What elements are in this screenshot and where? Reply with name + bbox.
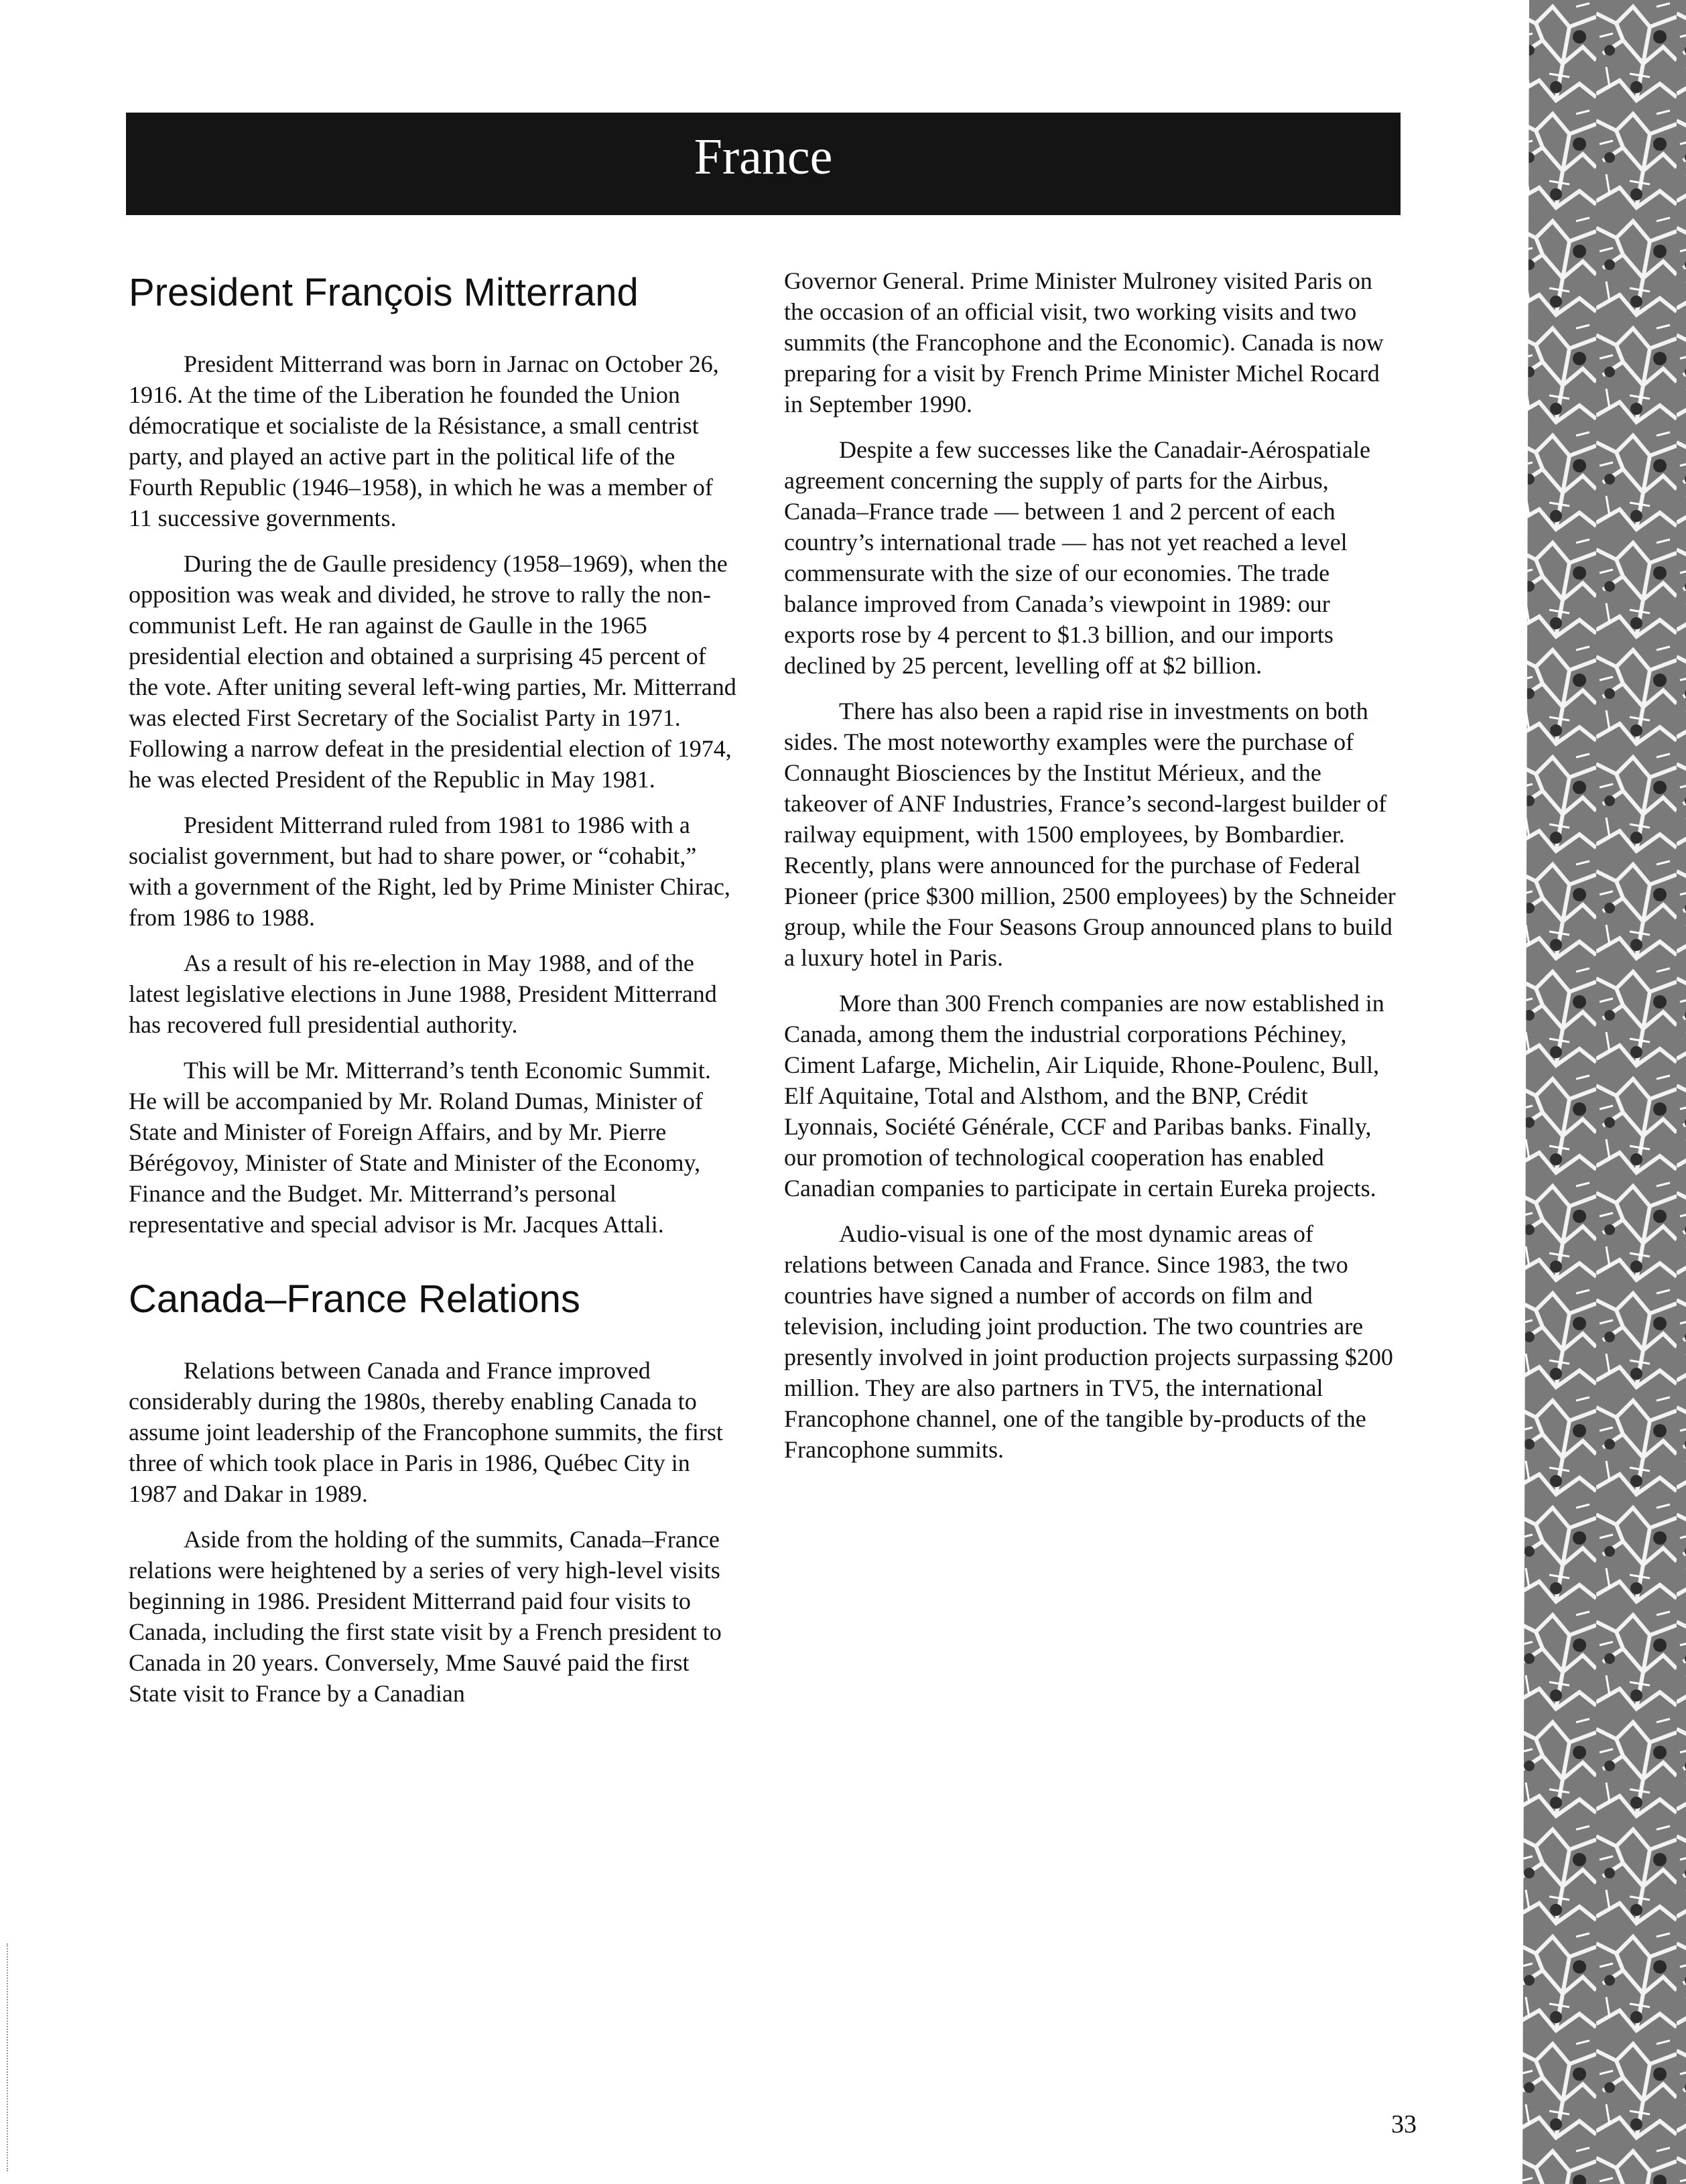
paragraph: As a result of his re-election in May 1988, and of the latest legislative elections in June 1988, President Mitterrand has recovered full presidential authority.	[129, 950, 717, 1038]
title-banner	[126, 113, 1401, 215]
paragraph: More than 300 French companies are now established in Canada, among them the industrial corporations Péchiney, Ciment Lafarge, Michelin, Air Liquide, Rhone-Poulenc, Bull, Elf Aquitaine, Total and Alsthom, and the BNP, Crédit Lyonnais, Société Générale, CCF and Paribas banks. Finally, our promotion of technological cooperation has enabled Canadian companies to participate in certain Eureka projects.	[784, 990, 1384, 1202]
paragraph: Audio-visual is one of the most dynamic areas of relations between Canada and France. Since 1983, the two countries have signed a number of accords on film and television, including joint production. The two countries are presently involved in joint production projects surpassing $200 million. They are also partners in TV5, the international Francophone channel, one of the tangible by-products of the Francophone summits.	[784, 1220, 1393, 1463]
right-column	[784, 265, 1401, 1480]
paragraph: During the de Gaulle presidency (1958–1969), when the opposition was weak and divided, he strove to rally the non-communist Left. He ran against de Gaulle in the 1965 presidential election and obtained a surprising 45 percent of the vote. After uniting several left-wing parties, Mr. Mitterrand was elected First Secretary of the Socialist Party in 1971. Following a narrow defeat in the presidential election of 1974, he was elected President of the Republic in May 1981.	[129, 550, 736, 793]
margin-mark	[7, 1943, 10, 2171]
paragraph: Despite a few successes like the Canadair-Aérospatiale agreement concerning the supply of parts for the Airbus, Canada–France trade — between 1 and 2 percent of each country’s international trade — has not yet reached a level commensurate with the size of our economies. The trade balance improved from Canada’s viewpoint in 1989: our exports rose by 4 percent to $1.3 billion, and our imports declined by 25 percent, levelling off at $2 billion.	[784, 436, 1370, 679]
page-number: 33	[1391, 2110, 1417, 2138]
paragraph: There has also been a rapid rise in investments on both sides. The most noteworthy examples were the purchase of Connaught Biosciences by the Institut Mérieux, and the takeover of ANF Industries, France’s second-largest builder of railway equipment, with 1500 employees, by Bombardier. Recently, plans were announced for the purchase of Federal Pioneer (price $300 million, 2500 employees) by the Schneider group, while the Four Seasons Group announced plans to build a luxury hotel in Paris.	[784, 698, 1396, 971]
paragraph: President Mitterrand was born in Jarnac on October 26, 1916. At the time of the Liberation he founded the Union démocratique et socialiste de la Résistance, a small centrist party, and played an active part in the political life of the Fourth Republic (1946–1958), in which he was a member of 11 successive governments.	[129, 350, 719, 531]
page-title: France	[694, 129, 833, 185]
paragraph: Relations between Canada and France improved considerably during the 1980s, thereby enabling Canada to assume joint leadership of the Francophone summits, the first three of which took place in Paris in 1986, Québec City in 1987 and Dakar in 1989.	[129, 1357, 723, 1507]
left-column	[129, 261, 738, 1724]
decorative-side-image	[1516, 0, 1686, 2184]
paragraph: This will be Mr. Mitterrand’s tenth Economic Summit. He will be accompanied by Mr. Roland Dumas, Minister of State and Minister of Foreign Affairs, and by Mr. Pierre Bérégovoy, Minister of State and Minister of the Economy, Finance and the Budget. Mr. Mitterrand’s personal representative and special advisor is Mr. Jacques Attali.	[129, 1057, 711, 1238]
paragraph: Aside from the holding of the summits, Canada–France relations were heightened by a series of very high-level visits beginning in 1986. President Mitterrand paid four visits to Canada, including the first state visit by a French president to Canada in 20 years. Conversely, Mme Sauvé paid the first State visit to France by a Canadian	[129, 1526, 722, 1707]
section-heading-mitterrand: President François Mitterrand	[129, 271, 639, 314]
paragraph-continued: Governor General. Prime Minister Mulroney visited Paris on the occasion of an official visit, two working visits and two summits (the Francophone and the Economic). Canada is now preparing for a visit by French Prime Minister Michel Rocard in September 1990.	[784, 267, 1384, 417]
paragraph: President Mitterrand ruled from 1981 to 1986 with a socialist government, but had to share power, or “cohabit,” with a government of the Right, led by Prime Minister Chirac, from 1986 to 1988.	[129, 812, 730, 931]
section-heading-relations: Canada–France Relations	[129, 1277, 580, 1321]
